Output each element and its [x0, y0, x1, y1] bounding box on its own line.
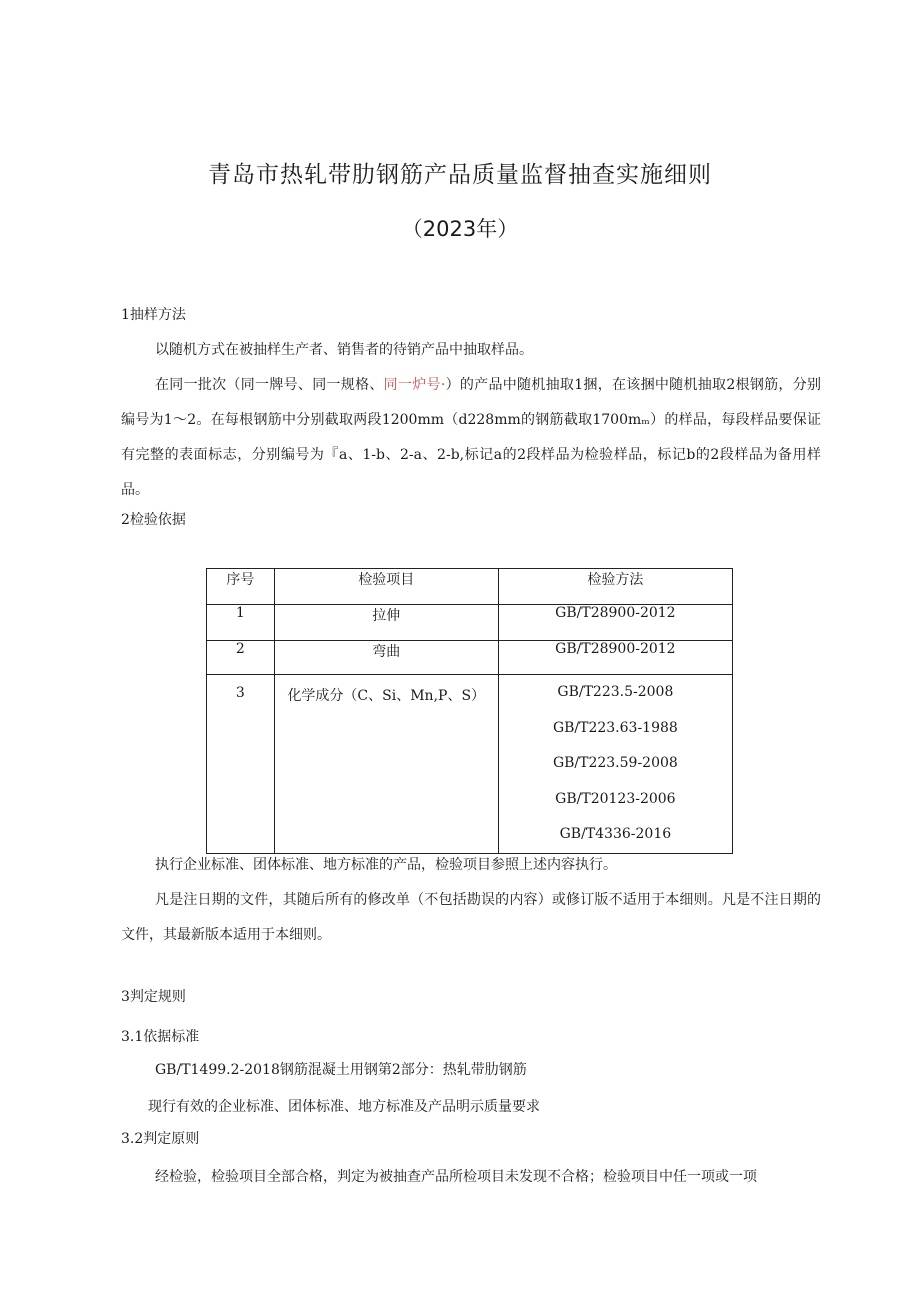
section2-heading: 2检验依据 — [121, 512, 186, 528]
inspection-table — [206, 568, 733, 854]
section2-note2: 凡是注日期的文件，其随后所有的修改单（不包括勘误的内容）或修订版不适用于本细则。凡是不注日期的文件，其最新版本适用于本细则。 — [121, 892, 821, 943]
document-title: 青岛市热轧带肋钢筋产品质量监督抽查实施细则 — [208, 162, 712, 188]
section3-heading: 3判定规则 — [121, 989, 186, 1005]
row-no: 3 — [207, 675, 275, 854]
row-method: GB/T28900-2012 — [498, 605, 732, 641]
method-line: GB/T223.63-1988 — [552, 719, 678, 736]
section1-heading: 1抽样方法 — [121, 307, 186, 323]
row-item: 拉伸 — [274, 605, 498, 641]
method-line: GB/T223.59-2008 — [552, 755, 678, 771]
row-item: 化学成分（C、Si、Mn,P、S） — [274, 675, 498, 854]
table-row — [207, 641, 733, 675]
header-item: 检验项目 — [274, 569, 498, 605]
section3-1-heading: 3.1依据标准 — [121, 1029, 200, 1045]
header-method: 检验方法 — [498, 569, 732, 605]
section3-2-heading: 3.2判定原则 — [121, 1131, 200, 1147]
para2-highlight: 同一炉号· — [383, 377, 446, 393]
method-line: GB/T223.5-2008 — [557, 684, 674, 700]
header-no: 序号 — [207, 569, 275, 605]
section1-para2 — [121, 368, 821, 508]
section2-note1: 执行企业标准、团体标准、地方标准的产品，检验项目参照上述内容执行。 — [155, 857, 617, 873]
section3-1-line1: GB/T1499.2-2018钢筋混凝土用钢第2部分：热轧带肋钢筋 — [155, 1062, 527, 1078]
method-line: GB/T20123-2006 — [555, 790, 676, 807]
row-no: 2 — [207, 641, 275, 675]
section3-2-para: 经检验，检验项目全部合格，判定为被抽查产品所检项目未发现不合格；检验项目中任一项或一项 — [155, 1169, 757, 1185]
section1-para1: 以随机方式在被抽样生产者、销售者的待销产品中抽取样品。 — [155, 342, 533, 358]
para2-text-before: 在同一批次（同一牌号、同一规格、 — [155, 377, 384, 393]
section3-1-line2: 现行有效的企业标准、团体标准、地方标准及产品明示质量要求 — [148, 1099, 540, 1115]
table-header-row — [207, 569, 733, 605]
document-year: （2023年） — [401, 217, 519, 241]
table-row — [207, 605, 733, 641]
table-row — [207, 675, 733, 854]
method-line: GB/T4336-2016 — [559, 826, 672, 842]
row-no: 1 — [207, 605, 275, 641]
row-item: 弯曲 — [274, 641, 498, 675]
row-methods — [498, 675, 732, 854]
para2-text-after: ）的产品中随机抽取1捆，在该捆中随机抽取2根钢筋，分别编号为1～2。在每根钢筋中分别截取两段1200mm（d228mm的钢筋截取1700mₘ）的样品，每段样品要保证有完整的表面标志，分别编号为『a、1-b、2-a、2-b,标记a的2段样品为检验样品，标记b的2段样品为备用样品。 — [121, 377, 821, 498]
row-method: GB/T28900-2012 — [498, 641, 732, 675]
